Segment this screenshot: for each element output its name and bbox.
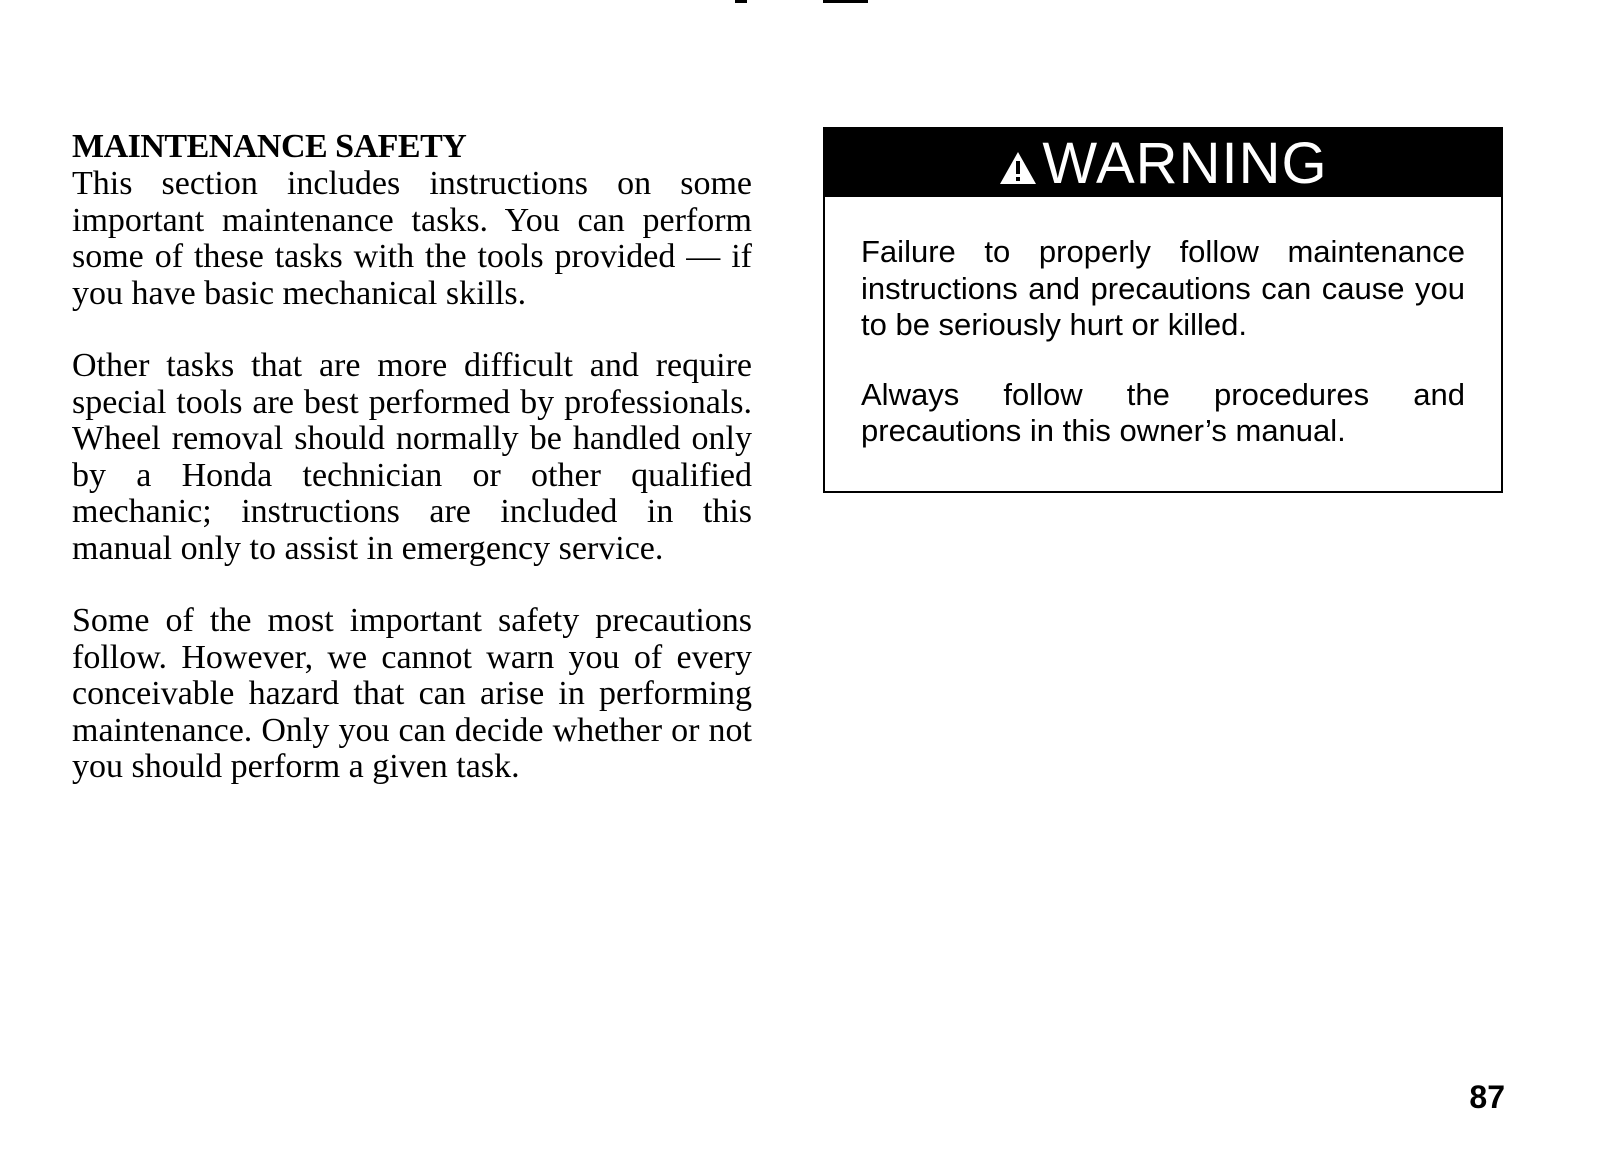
warning-paragraph: Always follow the procedures and precautions in this owner’s manual. [861,376,1465,448]
warning-body [825,197,1501,450]
warning-label: WARNING [1042,130,1328,196]
section-paragraph: Other tasks that are more difficult and require special tools are best performed by professionals. Wheel removal should normally be handled only by a Honda technician or other qualified mechanic; instructions are included in this manual only to assist in emergency service. [72,347,752,567]
warning-paragraph: Failure to properly follow maintenance instructions and precautions can cause you to be seriously hurt or killed. [861,234,1465,342]
top-edge-mark [823,0,868,3]
maintenance-safety-section [72,128,752,822]
section-paragraph: Some of the most important safety precautions follow. However, we cannot warn you of every conceivable hazard that can arise in performing maintenance. Only you can decide whether or not you should perform a given task. [72,602,752,785]
page-number: 87 [1469,1079,1505,1115]
top-edge-mark [735,0,747,3]
section-title: MAINTENANCE SAFETY [72,128,467,165]
warning-triangle-icon [998,150,1038,186]
warning-box [823,127,1503,493]
section-paragraph: This section includes instructions on some important maintenance tasks. You can perform some of these tasks with the tools provided — if you have basic mechanical skills. [72,165,752,312]
warning-header [825,129,1501,197]
